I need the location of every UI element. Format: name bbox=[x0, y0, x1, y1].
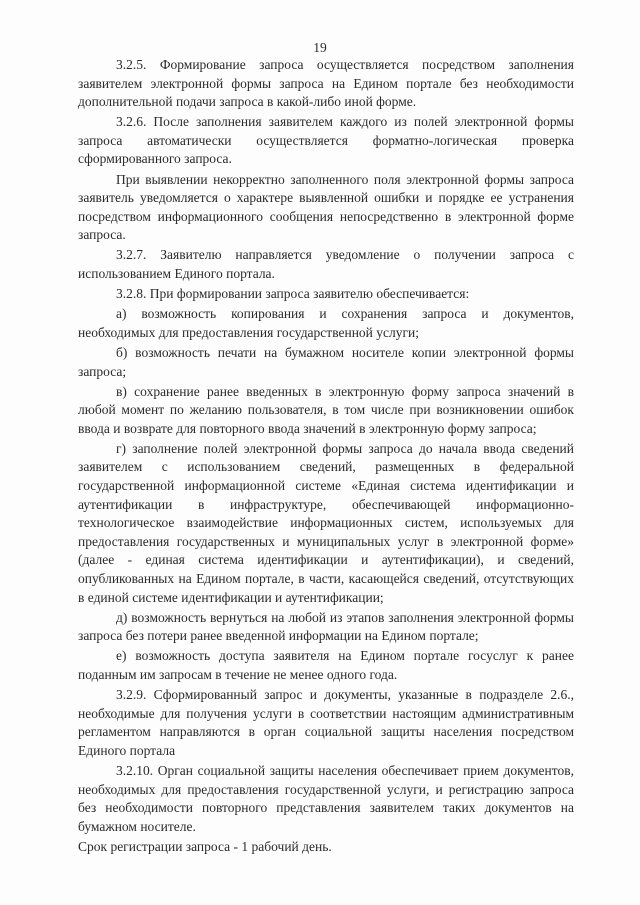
paragraph-incorrect-field-notice: При выявлении некорректно заполненного поля электронной формы запроса заявитель уведомляется о характере выявленной ошибки и порядке ее устранения посредством информационного сообщения непосредственно в электронной форме запроса. bbox=[78, 171, 574, 243]
page-number: 19 bbox=[313, 40, 327, 55]
paragraph-3-2-9: 3.2.9. Сформированный запрос и документы, указанные в подразделе 2.6., необходимые для получения услуги в соответствии настоящим административным регламентом направляются в орган социальной защиты населения посредством Единого портала bbox=[78, 687, 574, 758]
registration-deadline: Срок регистрации запроса - 1 рабочий день. bbox=[78, 838, 332, 854]
document-body bbox=[78, 56, 574, 858]
paragraph-3-2-5: 3.2.5. Формирование запроса осуществляется посредством заполнения заявителем электронной формы запроса на Едином портале без необходимости дополнительной подачи запроса в какой-либо иной форме. bbox=[78, 57, 574, 110]
paragraph-3-2-6: 3.2.6. После заполнения заявителем каждого из полей электронной формы запроса автоматически осуществляется форматно-логическая проверка сформированного запроса. bbox=[78, 114, 574, 167]
list-item-e: е) возможность доступа заявителя на Едином портале госуслуг к ранее поданным им запросам в течение не менее одного года. bbox=[78, 648, 574, 682]
list-item-b: б) возможность печати на бумажном носителе копии электронной формы запроса; bbox=[78, 344, 574, 379]
list-item-a: а) возможность копирования и сохранения запроса и документов, необходимых для предоставления государственной услуги; bbox=[78, 306, 574, 340]
list-item-d: д) возможность вернуться на любой из этапов заполнения электронной формы запроса без потери ранее введенной информации на Едином портале; bbox=[78, 609, 574, 644]
list-item-v: в) сохранение ранее введенных в электронную форму запроса значений в любой момент по желанию пользователя, в том числе при возникновении ошибок ввода и возврате для повторного ввода значений в электронную форму запроса; bbox=[78, 383, 574, 436]
paragraph-3-2-10: 3.2.10. Орган социальной защиты населения обеспечивает прием документов, необходимых для предоставления государственной услуги, и регистрацию запроса без необходимости повторного представления заявителем таких документов на бумажном носителе. bbox=[78, 762, 574, 834]
list-item-g: г) заполнение полей электронной формы запроса до начала ввода сведений заявителем с использованием сведений, размещенных в федеральной государственной информационной системе «Единая система идентификации и аутентификации в инфраструктуре, обеспечивающей информационно-технологическое взаимодействие информационных систем, используемых для предоставления государственных и муниципальных услуг в электронной форме» (далее - единая система идентификации и аутентификации), и сведений, опубликованных на Едином портале, в части, касающейся сведений, отсутствующих в единой системе идентификации и аутентификации; bbox=[78, 440, 574, 605]
paragraph-3-2-8: 3.2.8. При формировании запроса заявителю обеспечивается: bbox=[116, 286, 470, 302]
paragraph-3-2-7: 3.2.7. Заявителю направляется уведомление о получении запроса с использованием Единого портала. bbox=[78, 247, 574, 282]
